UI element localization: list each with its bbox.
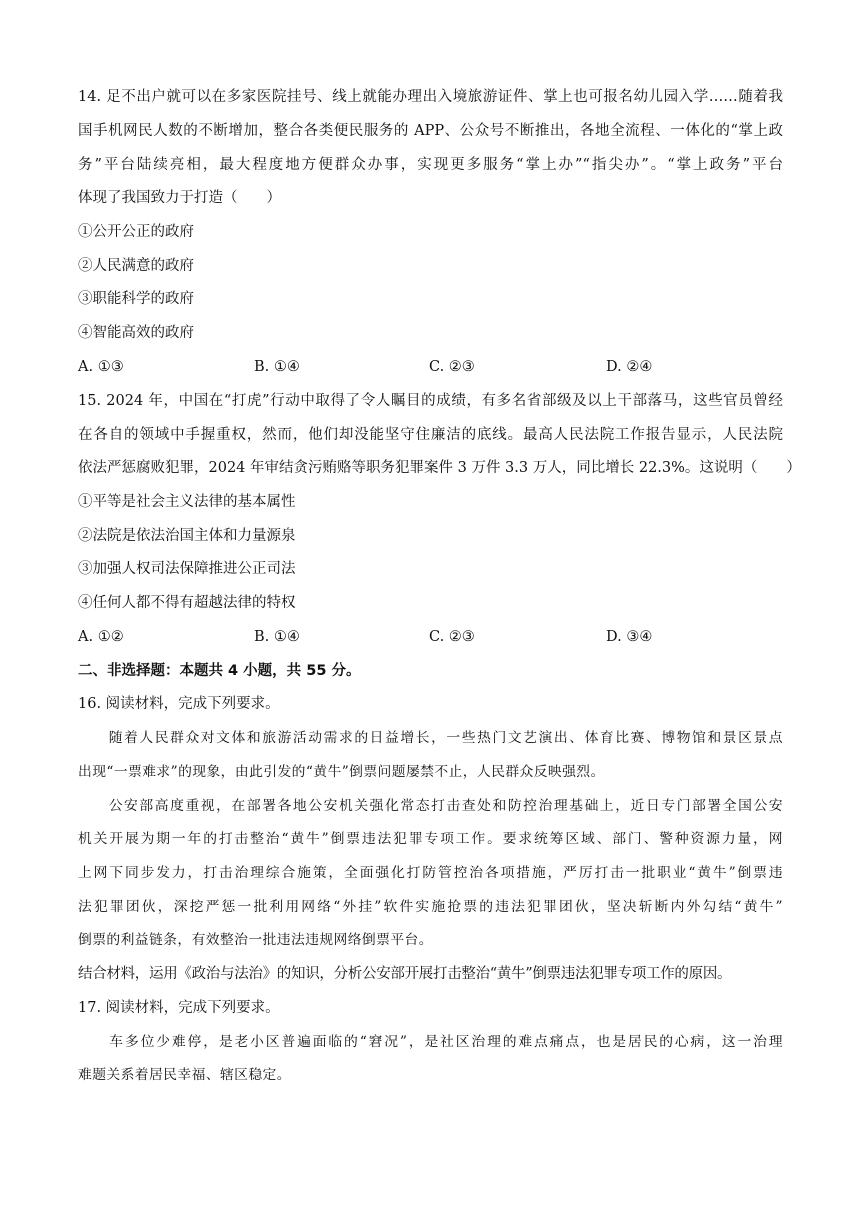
- q15-item-4: ④任何人都不得有超越法律的特权: [78, 595, 296, 611]
- q16-question: 结合材料，运用《政治与法治》的知识，分析公安部开展打击整治“黄牛”倒票违法犯罪专项工作的原因。: [78, 966, 732, 982]
- q15-item-1: ①平等是社会主义法律的基本属性: [78, 494, 296, 510]
- q14-item-3: ③职能科学的政府: [78, 291, 194, 307]
- q15-stem-line-1: 15. 2024 年，中国在“打虎”行动中取得了令人瞩目的成绩，有多名省部级及以上干部落马，这些官员曾经: [78, 393, 783, 409]
- q14-item-4: ④智能高效的政府: [78, 325, 194, 341]
- q16-material-para2-line-3: 上网下同步发力，打击治理综合施策，全面强化打防管控治各项措施，严厉打击一批职业“黄牛”倒票违: [78, 865, 783, 881]
- q16-material-para2-line-5: 倒票的利益链条，有效整治一批违法违规网络倒票平台。: [78, 932, 433, 948]
- section-heading: 二、非选择题：本题共 4 小题，共 55 分。: [78, 663, 361, 679]
- q17-title: 17. 阅读材料，完成下列要求。: [78, 1000, 280, 1016]
- q14-stem-line-2: 国手机网民人数的不断增加，整合各类便民服务的 APP、公众号不断推出，各地全流程、一体化的“掌上政: [78, 123, 783, 139]
- q14-option-d[interactable]: D. ②④: [606, 359, 653, 375]
- q14-stem-line-4: 体现了我国致力于打造（ ）: [78, 190, 281, 206]
- q17-material-para1-line-1: 车多位少难停，是老小区普遍面临的“窘况”，是社区治理的难点痛点，也是居民的心病，这一治理: [78, 1034, 783, 1050]
- q16-material-para2-line-4: 法犯罪团伙，深挖严惩一批利用网络“外挂”软件实施抢票的违法犯罪团伙，坚决斩断内外勾结“黄牛”: [78, 899, 783, 915]
- q14-stem-line-3: 务”平台陆续亮相，最大程度地方便群众办事，实现更多服务“掌上办”“指尖办”。“掌上政务”平台: [78, 157, 783, 173]
- q16-material-para1-line-1: 随着人民群众对文体和旅游活动需求的日益增长，一些热门文艺演出、体育比赛、博物馆和景区景点: [78, 730, 783, 746]
- q15-item-2: ②法院是依法治国主体和力量源泉: [78, 528, 296, 544]
- q14-item-2: ②人民满意的政府: [78, 258, 194, 274]
- q14-option-c[interactable]: C. ②③: [429, 359, 475, 375]
- q16-material-para1-line-2: 出现“一票难求”的现象，由此引发的“黄牛”倒票问题屡禁不止，人民群众反映强烈。: [78, 764, 605, 780]
- q16-title: 16. 阅读材料，完成下列要求。: [78, 696, 280, 712]
- q16-material-para2-line-1: 公安部高度重视，在部署各地公安机关强化常态打击查处和防控治理基础上，近日专门部署全国公安: [78, 798, 783, 814]
- q15-stem-line-3: 依法严惩腐败犯罪，2024 年审结贪污贿赂等职务犯罪案件 3 万件 3.3 万人，同比增长 22.3%。这说明（ ）: [78, 460, 801, 476]
- q15-option-b[interactable]: B. ①④: [254, 629, 300, 645]
- q15-stem-line-2: 在各自的领域中手握重权，然而，他们却没能坚守住廉洁的底线。最高人民法院工作报告显示，人民法院: [78, 427, 783, 443]
- q14-option-a[interactable]: A. ①③: [78, 359, 124, 375]
- q15-options: [78, 627, 783, 647]
- q17-material-para1-line-2: 难题关系着居民幸福、辖区稳定。: [78, 1067, 291, 1083]
- q15-option-a[interactable]: A. ①②: [78, 629, 124, 645]
- q15-option-d[interactable]: D. ③④: [606, 629, 653, 645]
- q15-item-3: ③加强人权司法保障推进公正司法: [78, 561, 296, 577]
- q14-options: [78, 357, 783, 377]
- q14-option-b[interactable]: B. ①④: [254, 359, 300, 375]
- q14-stem-line-1: 14. 足不出户就可以在多家医院挂号、线上就能办理出入境旅游证件、掌上也可报名幼儿园入学……随着我: [78, 89, 783, 105]
- q15-option-c[interactable]: C. ②③: [429, 629, 475, 645]
- q16-material-para2-line-2: 机关开展为期一年的打击整治“黄牛”倒票违法犯罪专项工作。要求统筹区域、部门、警种资源力量，网: [78, 831, 783, 847]
- q14-item-1: ①公开公正的政府: [78, 224, 194, 240]
